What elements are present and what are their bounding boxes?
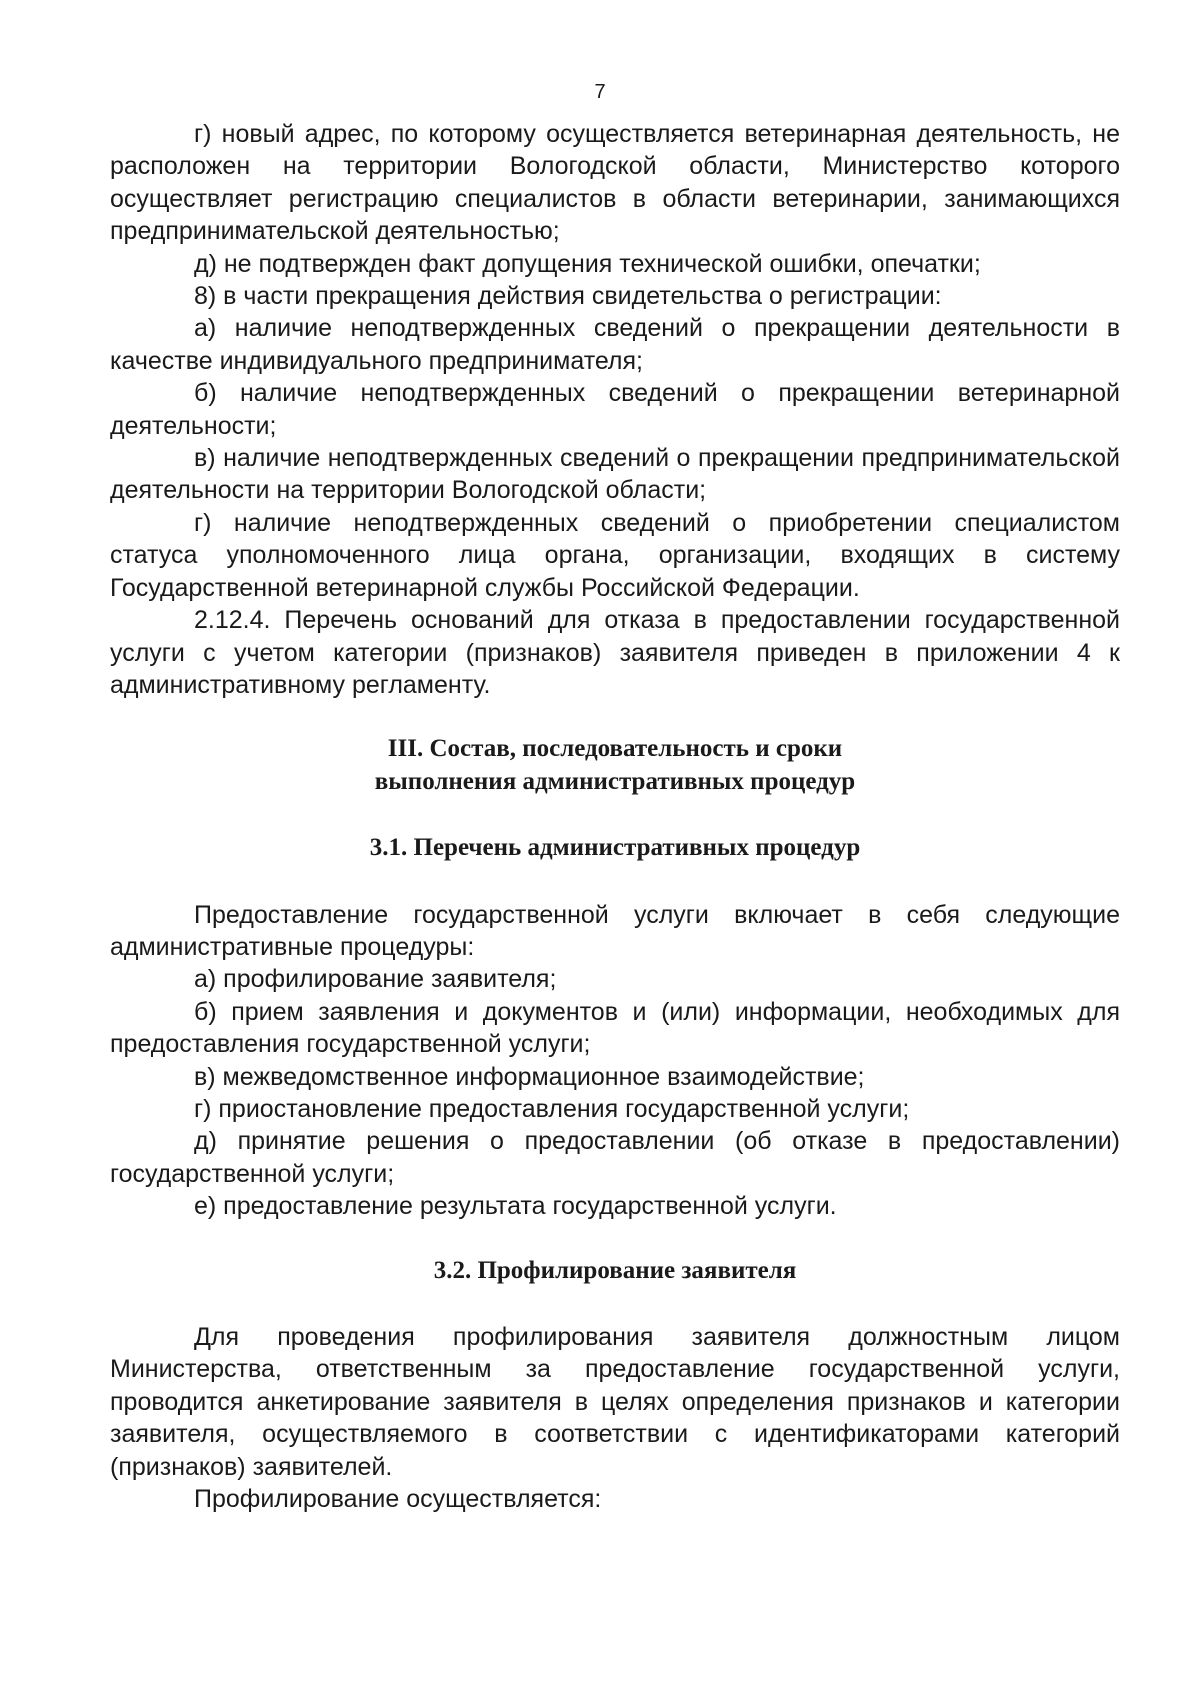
section-3-2-body — [110, 1321, 1120, 1515]
top-paragraphs — [110, 118, 1120, 701]
paragraph: д) не подтвержден факт допущения технической ошибки, опечатки; — [194, 249, 981, 278]
list-item: е) предоставление результата государственной услуги. — [194, 1192, 837, 1221]
paragraph: 2.12.4. Перечень оснований для отказа в предоставлении государственной услуги с учетом категории (признаков) заявителя приведен в приложении 4 к административному регламенту. — [110, 606, 1120, 699]
section-3-title-line-1: III. Состав, последовательность и сроки — [387, 735, 843, 763]
list-item: г) приостановление предоставления государственной услуги; — [194, 1094, 910, 1123]
section-3-2-title: 3.2. Профилирование заявителя — [433, 1256, 797, 1284]
list-item: а) профилирование заявителя; — [194, 965, 557, 994]
list-item: б) прием заявления и документов и (или) информации, необходимых для предоставления государственной услуги; — [110, 997, 1120, 1059]
paragraph: а) наличие неподтвержденных сведений о прекращении деятельности в качестве индивидуального предпринимателя; — [110, 314, 1120, 375]
list-item: в) межведомственное информационное взаимодействие; — [194, 1062, 865, 1091]
paragraph: б) наличие неподтвержденных сведений о прекращении ветеринарной деятельности; — [110, 379, 1120, 440]
section-3-title-line-2: выполнения административных процедур — [374, 767, 856, 795]
page-number: 7 — [594, 81, 606, 103]
document-body — [110, 118, 1120, 1515]
list-item: д) принятие решения о предоставлении (об отказе в предоставлении) государственной услуги; — [110, 1127, 1120, 1188]
paragraph: г) наличие неподтвержденных сведений о приобретении специалистом статуса уполномоченного лица органа, организации, входящих в систему Государственной ветеринарной службы Российской Федерации. — [110, 508, 1120, 602]
section-3-1-title: 3.1. Перечень административных процедур — [369, 834, 861, 862]
section-3-heading — [110, 733, 1120, 798]
paragraph: Профилирование осуществляется: — [194, 1485, 602, 1514]
paragraph: 8) в части прекращения действия свидетельства о регистрации: — [194, 282, 942, 311]
paragraph: Для проведения профилирования заявителя должностным лицом Министерства, ответственным за предоставление государственной услуги, проводится анкетирование заявителя в целях определения признаков и категории заявителя, осуществляемого в соответствии с идентификаторами категорий (признаков) заявителей. — [110, 1323, 1120, 1481]
section-3-1-body — [110, 899, 1120, 1223]
paragraph: в) наличие неподтвержденных сведений о прекращении предпринимательской деятельности на территории Вологодской области; — [110, 444, 1120, 505]
paragraph: г) новый адрес, по которому осуществляется ветеринарная деятельность, не расположен на территории Вологодской области, Министерство которого осуществляет регистрацию специалистов в области ветеринарии, занимающихся предпринимательской деятельностью; — [110, 120, 1120, 246]
paragraph: Предоставление государственной услуги включает в себя следующие административные процедуры: — [110, 900, 1120, 961]
